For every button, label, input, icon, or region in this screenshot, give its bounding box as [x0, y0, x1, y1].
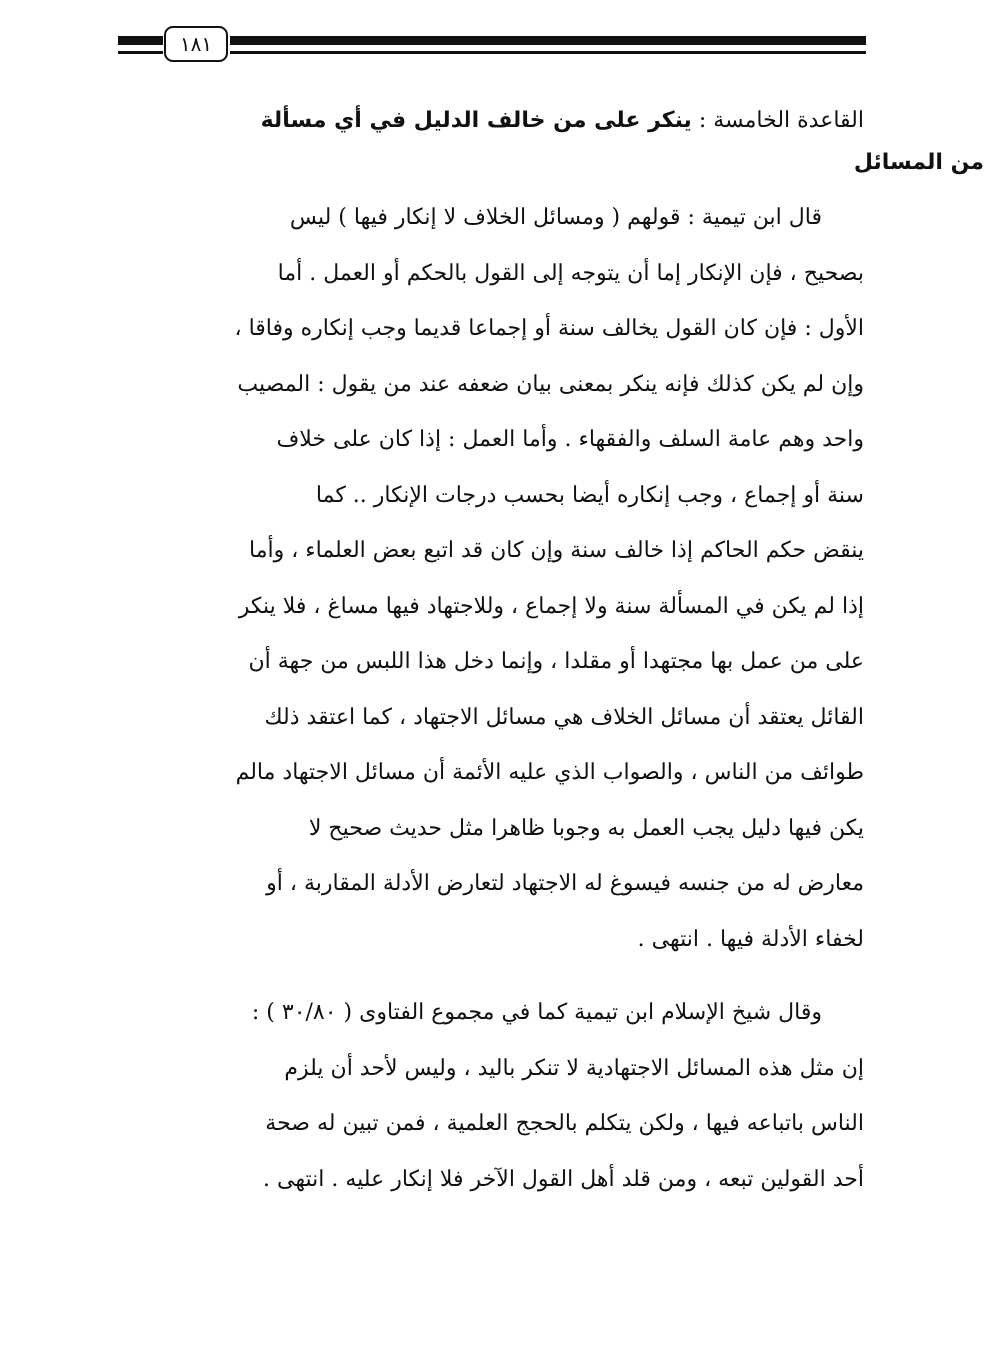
- section-heading: [122, 100, 984, 184]
- heading-label: القاعدة الخامسة :: [691, 108, 864, 133]
- paragraph-line: وإن لم يكن كذلك فإنه ينكر بمعنى بيان ضعفه عند من يقول : المصيب: [237, 371, 864, 397]
- heading-title: ينكر على من خالف الدليل في أي مسألة: [260, 108, 692, 133]
- paragraph-line: الناس باتباعه فيها ، ولكن يتكلم بالحجج العلمية ، فمن تبين له صحة: [265, 1111, 864, 1136]
- paragraph-line: معارض له من جنسه فيسوغ له الاجتهاد لتعارض الأدلة المقاربة ، أو: [266, 871, 864, 896]
- page-number: ١٨١: [164, 26, 228, 62]
- page-content: [122, 100, 984, 1207]
- heading-title-continued: من المسائل: [853, 150, 984, 175]
- paragraph-1: [122, 190, 864, 967]
- header-rule-right-thin: [230, 51, 866, 54]
- paragraph-line: واحد وهم عامة السلف والفقهاء . وأما العمل : إذا كان على خلاف: [276, 427, 864, 452]
- paragraph-line: إذا لم يكن في المسألة سنة ولا إجماع ، وللاجتهاد فيها مساغ ، فلا ينكر: [238, 593, 864, 619]
- paragraph-line: لخفاء الأدلة فيها . انتهى .: [637, 926, 864, 952]
- paragraph-line: طوائف من الناس ، والصواب الذي عليه الأئمة أن مسائل الاجتهاد مالم: [235, 760, 864, 785]
- paragraph-line: قال ابن تيمية : قولهم ( ومسائل الخلاف لا إنكار فيها ) ليس: [289, 205, 822, 230]
- paragraph-line: الأول : فإن كان القول يخالف سنة أو إجماعا قديما وجب إنكاره وفاقا ،: [234, 316, 864, 341]
- paragraph-line: وقال شيخ الإسلام ابن تيمية كما في مجموع الفتاوى ( ٣٠/٨٠ ) :: [251, 1000, 822, 1025]
- paragraph-2: [122, 985, 864, 1207]
- header-rule-left-thick: [118, 36, 163, 45]
- paragraph-line: القائل يعتقد أن مسائل الخلاف هي مسائل الاجتهاد ، كما اعتقد ذلك: [264, 704, 864, 730]
- paragraph-line: يكن فيها دليل يجب العمل به وجوبا ظاهرا مثل حديث صحيح لا: [308, 815, 864, 841]
- header-rule-right-thick: [230, 36, 866, 45]
- header-rule-left-thin: [118, 51, 163, 54]
- paragraph-line: ينقض حكم الحاكم إذا خالف سنة وإن كان قد اتبع بعض العلماء ، وأما: [248, 538, 864, 563]
- page-header: [118, 26, 866, 66]
- paragraph-line: سنة أو إجماع ، وجب إنكاره أيضا بحسب درجات الإنكار .. كما: [315, 482, 864, 508]
- paragraph-line: أحد القولين تبعه ، ومن قلد أهل القول الآخر فلا إنكار عليه . انتهى .: [263, 1166, 864, 1192]
- paragraph-line: إن مثل هذه المسائل الاجتهادية لا تنكر باليد ، وليس لأحد أن يلزم: [284, 1055, 864, 1081]
- paragraph-line: على من عمل بها مجتهدا أو مقلدا ، وإنما دخل هذا اللبس من جهة أن: [248, 649, 864, 674]
- paragraph-line: بصحيح ، فإن الإنكار إما أن يتوجه إلى القول بالحكم أو العمل . أما: [277, 260, 864, 286]
